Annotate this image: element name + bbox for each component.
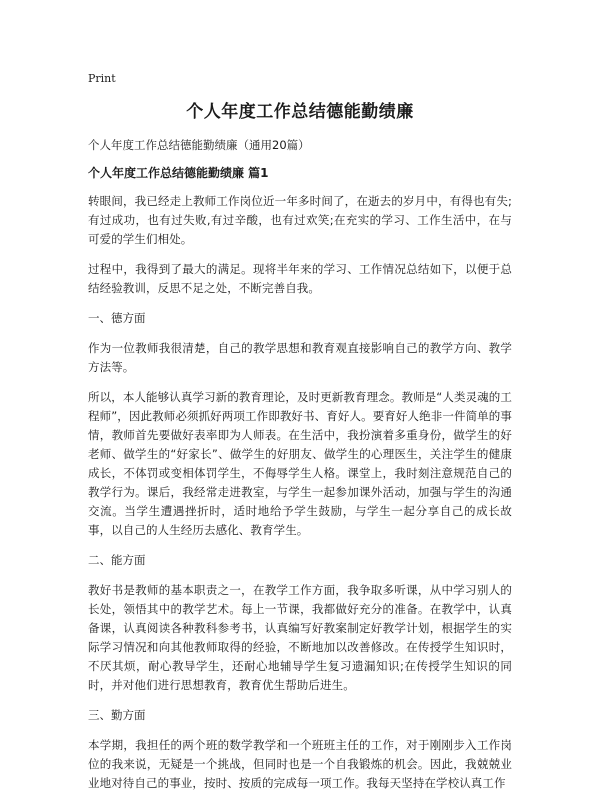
body-paragraph: 转眼间，我已经走上教师工作岗位近一年多时间了，在逝去的岁月中，有得也有失;有过成功，也有过失败,有过辛酸，也有过欢笑;在充实的学习、工作生活中，在与可爱的学生们相处。	[88, 194, 512, 246]
section-heading: 二、能方面	[88, 553, 146, 567]
body-paragraph: 过程中，我得到了最大的满足。现将半年来的学习、工作情况总结如下，以便于总结经验教训，反思不足之处，不断完善自我。	[88, 262, 512, 295]
section-heading: 三、勤方面	[88, 708, 146, 722]
document-body	[88, 192, 512, 793]
document-subtitle: 个人年度工作总结德能勤绩廉（通用20篇）	[88, 138, 310, 152]
document-title: 个人年度工作总结德能勤绩廉	[186, 102, 414, 122]
section-title: 个人年度工作总结德能勤绩廉 篇1	[88, 166, 269, 180]
body-paragraph: 作为一位教师我很清楚，自己的教学思想和教育观直接影响自己的教学方向、教学方法等。	[88, 341, 512, 374]
section-heading: 一、德方面	[88, 311, 146, 325]
body-paragraph: 本学期，我担任的两个班的数学教学和一个班班主任的工作，对于刚刚步入工作岗位的我来说，无疑是一个挑战，但同时也是一个自我锻炼的机会。因此，我兢兢业业地对待自己的事业，按时、按质的完成每一项工作。我每天坚持在学校认真工作	[88, 738, 512, 790]
print-link[interactable]: Print	[88, 72, 116, 85]
body-paragraph: 教好书是教师的基本职责之一，在教学工作方面，我争取多听课，从中学习别人的长处，领悟其中的教学艺术。每上一节课，我都做好充分的准备。在教学中，认真备课，认真阅读各种教科参考书，认真编写好教案制定好教学计划，根据学生的实际学习情况和向其他教师取得的经验，不断地加以改善修改。在传授学生知识时，不厌其烦，耐心教导学生，还耐心地辅导学生复习遗漏知识;在传授学生知识的同时，并对他们进行思想教育，教育优生帮助后进生。	[88, 583, 512, 692]
body-paragraph: 所以，本人能够认真学习新的教育理论，及时更新教育理念。教师是“人类灵魂的工程师”，因此教师必须抓好两项工作即教好书、育好人。要育好人绝非一件简单的事情，教师首先要做好表率即为人师表。在生活中，我扮演着多重身份，做学生的好老师、做学生的“好家长”、做学生的好朋友、做学生的心理医生，关注学生的健康成长，不体罚或变相体罚学生，不侮辱学生人格。课堂上，我时刻注意规范自己的教学行为。课后，我经常走进教室，与学生一起参加课外活动，加强与学生的沟通交流。当学生遭遇挫折时，适时地给予学生鼓励，与学生一起分享自己的成长故事，以自己的人生经历去感化、教育学生。	[88, 390, 512, 537]
